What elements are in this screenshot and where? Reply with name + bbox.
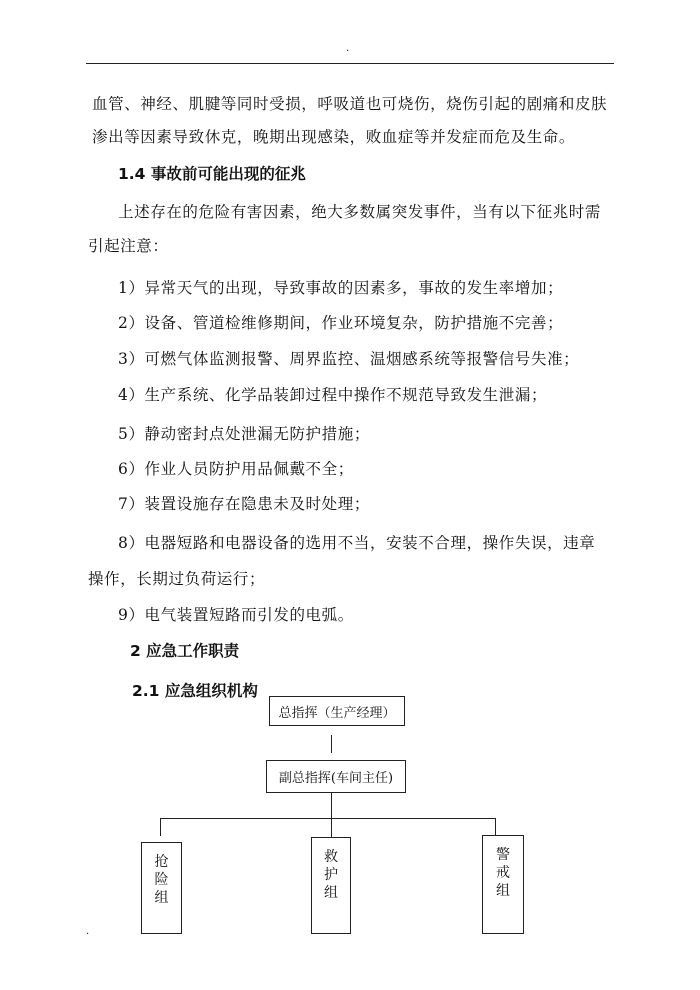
paragraph-line: 上述存在的危险有害因素，绝大多数属突发事件，当有以下征兆时需 xyxy=(118,203,602,221)
connector-line xyxy=(495,818,496,835)
list-item: 1）异常天气的出现，导致事故的因素多，事故的发生率增加； xyxy=(118,279,564,297)
paragraph-line: 引起注意： xyxy=(88,237,169,255)
paragraph-line: 渗出等因素导致休克，晚期出现感染，败血症等并发症而危及生命。 xyxy=(92,128,576,146)
paragraph-line: 血管、神经、肌腱等同时受损，呼吸道也可烧伤，烧伤引起的剧痛和皮肤 xyxy=(92,95,608,113)
org-box-rescue-team: 抢险组 xyxy=(141,842,182,934)
list-item: 5）静动密封点处泄漏无防护措施； xyxy=(118,425,370,443)
section-heading-1-4: 1.4 事故前可能出现的征兆 xyxy=(118,165,306,183)
connector-line xyxy=(160,818,496,819)
section-heading-2-1: 2.1 应急组织机构 xyxy=(132,682,258,700)
list-item: 3）可燃气体监测报警、周界监控、温烟感系统等报警信号失准； xyxy=(118,350,580,368)
list-item: 操作，长期过负荷运行； xyxy=(88,570,266,588)
header-mark: . xyxy=(346,43,350,54)
list-item: 4）生产系统、化学品装卸过程中操作不规范导致发生泄漏； xyxy=(118,386,548,404)
list-item: 8）电器短路和电器设备的选用不当，安装不合理，操作失误，违章 xyxy=(118,534,596,552)
connector-line xyxy=(331,793,332,809)
list-item: 9）电气装置短路而引发的电弧。 xyxy=(118,606,354,624)
org-box-commander: 总指挥（生产经理） xyxy=(269,696,405,726)
connector-line xyxy=(331,735,332,753)
list-item: 7）装置设施存在隐患未及时处理； xyxy=(118,495,370,513)
header-rule xyxy=(86,63,614,64)
list-item: 6）作业人员防护用品佩戴不全； xyxy=(118,460,354,478)
list-item: 2）设备、管道检维修期间，作业环境复杂，防护措施不完善； xyxy=(118,314,564,332)
org-box-guard-team: 警戒组 xyxy=(482,835,524,934)
org-box-medical-team: 救护组 xyxy=(311,837,351,934)
connector-line xyxy=(160,818,161,836)
org-box-deputy: 副总指挥(车间主任) xyxy=(266,760,406,793)
section-heading-2: 2 应急工作职责 xyxy=(130,642,240,660)
footer-mark: . xyxy=(86,926,90,937)
